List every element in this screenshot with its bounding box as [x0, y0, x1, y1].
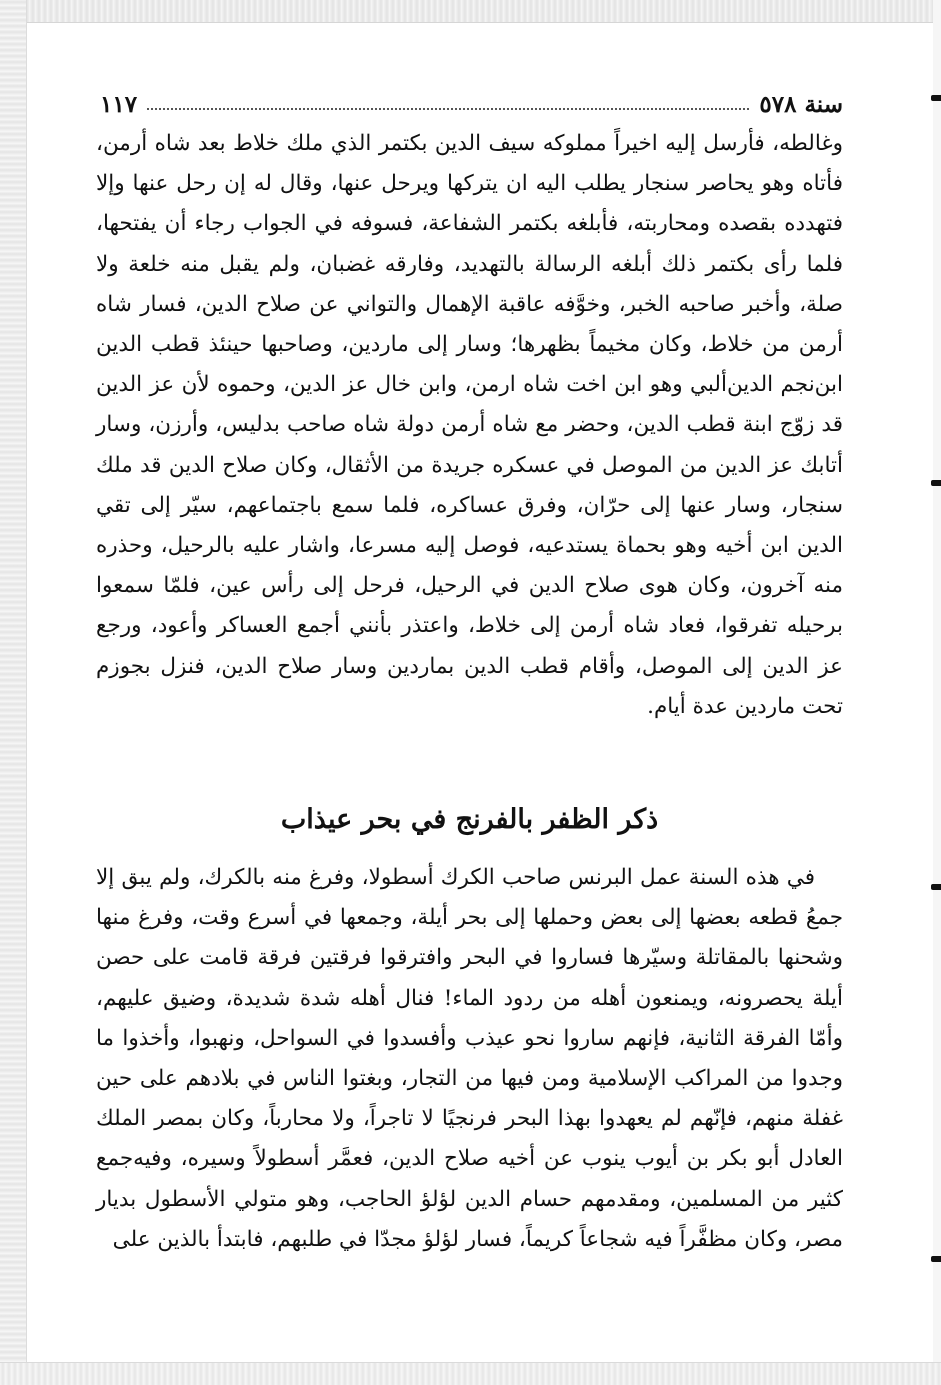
body-paragraph: وغالطه، فأرسل إليه اخيراً مملوكه سيف الدين بكتمر الذي ملك خلاط بعد شاه أرمن، فأتاه وهو يحاصر سنجار يطلب اليه ان يتركها ويرحل عنها، وقال له إن رحل عنها وإلا فتهدده بقصده ومحاربته، فأبلغه بكتمر الشفاعة، فسوفه في الجواب رجاء أن يفتحها، فلما رأى بكتمر ذلك أبلغه الرسالة بالتهديد، وفارقه غضبان، ولم يقبل منه خلعة ولا صلة، وأخبر صاحبه الخبر، وخوَّفه عاقبة الإهمال والتواني عن صلاح الدين، فسار شاه أرمن من خلاط، وكان مخيماً بظهرها؛ وسار إلى ماردين، وصاحبها حينئذ قطب الدين ابن‌نجم الدين‌ألبي وهو ابن اخت شاه ارمن، وابن خال عز الدين، وحموه لأن عز الدين قد زوّج ابنة قطب الدين، وحضر مع شاه أرمن دولة شاه صاحب بدليس، وأرزن، وسار أتابك عز الدين من الموصل في عسكره جريدة من الأثقال، وكان صلاح الدين قد ملك سنجار، وسار عنها إلى حرّان، وفرق عساكره، فلما سمع باجتماعهم، سيّر إلى تقي الدين ابن أخيه وهو بحماة يستدعيه، فوصل إليه مسرعا، واشار عليه بالرحيل، وحذره منه آخرون، وكان هوى صلاح الدين في الرحيل، فرحل إلى رأس عين، فلمّا سمعوا برحيله تفرقوا، فعاد شاه أرمن إلى خلاط، واعتذر بأنني أجمع العساكر وأعود، ورجع عز الدين إلى الموصل، وأقام قطب الدين بماردين وسار صلاح الدين، فنزل بجوزم تحت ماردين عدة أيام. — [96, 131, 843, 719]
header-dot-leader — [147, 108, 749, 110]
page-left-border — [0, 0, 27, 1385]
page-bottom-border — [0, 1362, 941, 1385]
page-top-border — [0, 0, 941, 23]
page-header — [100, 78, 843, 118]
margin-mark — [931, 480, 941, 486]
page-number: ١١٧ — [100, 91, 138, 118]
section-heading: ذكر الظفر بالفرنج في بحر عيذاب — [280, 804, 659, 835]
body-paragraph: في هذه السنة عمل البرنس صاحب الكرك أسطولا، وفرغ منه بالكرك، ولم يبق إلا جمعُ قطعه بعضها إلى بعض وحملها إلى بحر أيلة، وجمعها في أسرع وقت، وفرغ منها وشحنها بالمقاتلة وسيّرها فساروا في البحر وافترقوا فرقتين فرقة قامت على حصن أيلة يحصرونه، ويمنعون أهله من ردود الماء! فنال أهله شدة شديدة، وضيق عليهم، وأمّا الفرقة الثانية، فإنهم ساروا نحو عيذب وأفسدوا في السواحل، ونهبوا، وأخذوا ما وجدوا من المراكب الإسلامية ومن فيها من التجار، وبغتوا الناس في بلادهم على حين غفلة منهم، فإنّهم لم يعهدوا بهذا البحر فرنجيًا لا تاجراً، ولا محارباً، وكان بمصر الملك العادل أبو بكر بن أيوب ينوب عن أخيه صلاح الدين، فعمَّر أسطولاً وسيره، وفيه‌جمع كثير من المسلمين، ومقدمهم حسام الدين لؤلؤ الحاجب، وهو متولي الأسطول بديار مصر، وكان مظفَّراً فيه شجاعاً كريماً، فسار لؤلؤ مجدّا في طلبهم، فابتدأ بالذين على — [96, 865, 843, 1252]
margin-mark — [931, 95, 941, 101]
page-right-border — [933, 0, 941, 1385]
margin-mark — [931, 884, 941, 890]
margin-mark — [931, 1256, 941, 1262]
running-title: سنة ٥٧٨ — [759, 91, 843, 118]
